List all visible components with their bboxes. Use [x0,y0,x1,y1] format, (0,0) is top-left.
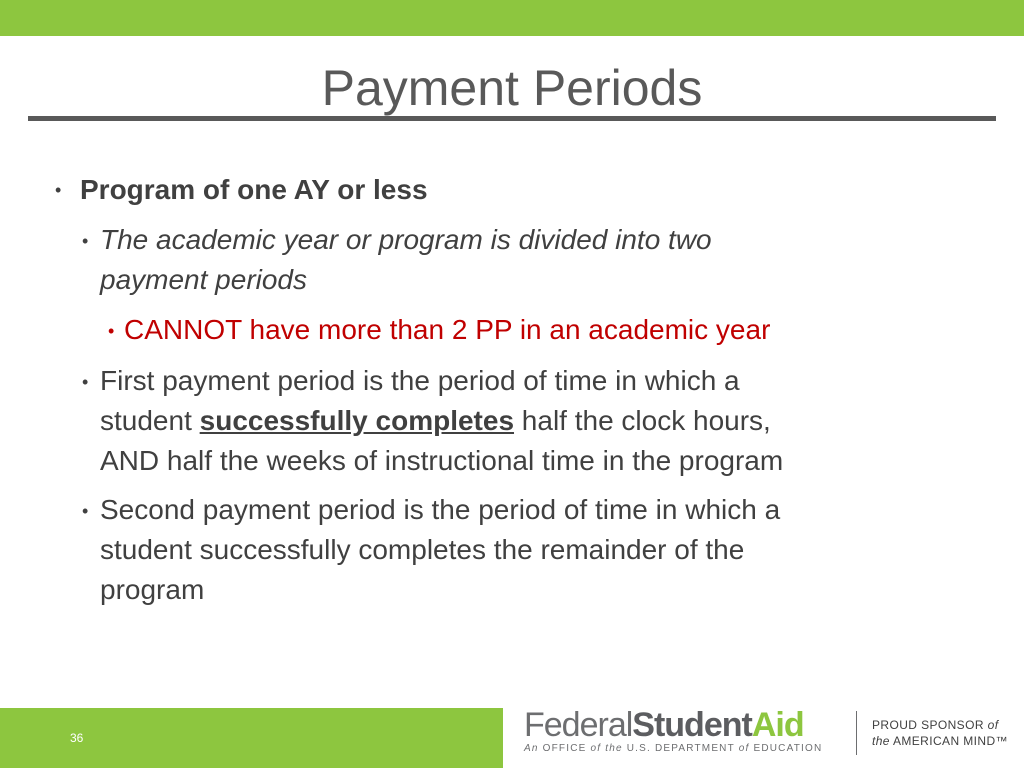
bullet-first-pp-line3: AND half the weeks of instructional time in the program [100,445,784,476]
federal-student-aid-logo [524,705,1024,768]
bullet-divided-line2: payment periods [100,264,308,295]
sponsor-american-mind: AMERICAN MIND™ [892,734,1008,748]
logo-student: Student [632,706,752,744]
bullet-marker: • [82,372,89,392]
tag-the: the [605,743,623,754]
bullet-marker: • [82,501,89,521]
logo-office-tagline [524,743,822,754]
text-run: student [100,405,200,436]
slide-title: Payment Periods [321,60,703,116]
tag-dept: U.S. DEPARTMENT [626,743,735,754]
bullet-second-pp-line3: program [100,574,205,605]
bullet-cannot-more-than-2pp: CANNOT have more than 2 PP in an academic year [124,314,771,345]
bullet-first-pp-line2 [100,401,771,441]
bullet-program-one-ay: Program of one AY or less [80,174,428,205]
tag-an: An [524,743,539,754]
sponsor-of: of [987,718,999,732]
sponsor-line1 [872,717,1008,733]
tag-education: EDUCATION [753,743,823,754]
bullet-second-pp-line2: student successfully completes the remainder of the [100,534,745,565]
bullet-marker: • [82,231,89,251]
bullet-second-pp-line1: Second payment period is the period of time in which a [100,494,781,525]
bullet-first-pp-line1: First payment period is the period of time in which a [100,365,740,396]
tag-of: of [738,743,750,754]
logo-wordmark [524,705,804,745]
text-run: half the clock hours, [514,405,771,436]
tag-of: of [590,743,602,754]
bullet-marker: • [108,321,115,341]
page-number: 36 [70,731,84,745]
logo-aid: Aid [751,706,804,744]
logo-divider [856,711,857,755]
bullet-divided-line1: The academic year or program is divided into two [100,224,712,255]
proud-sponsor-tagline [872,717,1008,749]
logo-federal: Federal [524,706,633,744]
sponsor-line2 [872,733,1008,749]
emphasis-successfully-completes: successfully completes [199,405,515,436]
tag-office: OFFICE [542,743,587,754]
sponsor-text: PROUD SPONSOR [872,718,984,732]
bullet-marker: • [55,180,62,200]
sponsor-the: the [872,734,890,748]
